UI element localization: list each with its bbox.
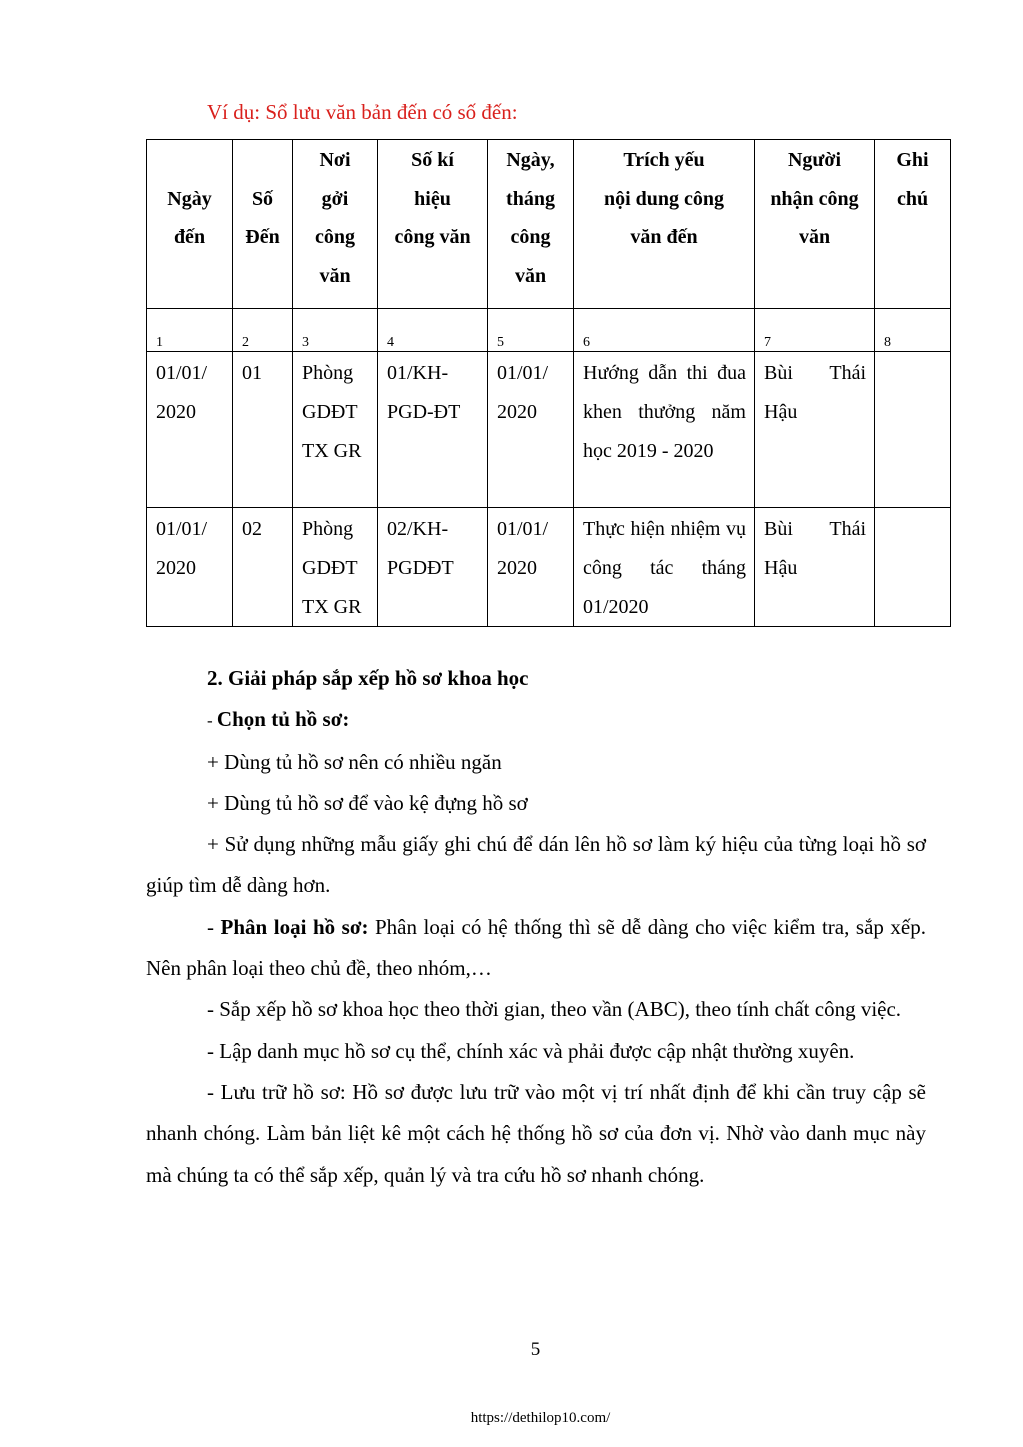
table-cell: Thực hiện nhiệm vụ công tác tháng 01/2020: [574, 508, 755, 627]
table-row: [147, 352, 951, 508]
section-heading: 2. Giải pháp sắp xếp hồ sơ khoa học: [207, 666, 529, 690]
column-header-line: [147, 141, 232, 180]
column-number-row: [147, 309, 951, 352]
column-header-line: Trích yếu: [623, 149, 705, 171]
table-cell: Bùi Thái Hậu: [755, 352, 875, 508]
footer-url: https://dethilop10.com/: [470, 1410, 611, 1426]
table-row: [147, 508, 951, 627]
column-number: 6: [574, 309, 755, 352]
column-header-line: hiệu: [414, 187, 451, 210]
paragraph: - Lưu trữ hồ sơ: Hồ sơ được lưu trữ vào một vị trí nhất định để khi cần truy cập sẽ nhanh chóng. Làm bản liệt kê một cách hệ thống hồ sơ của đơn vị. Nhờ vào danh mục này mà chúng ta có thể sắp xếp, quản lý và tra cứu hồ sơ nhanh chóng.: [146, 1079, 926, 1187]
column-header-line: văn đến: [630, 226, 698, 248]
example-title: Ví dụ: Sổ lưu văn bản đến có số đến:: [207, 100, 518, 124]
table-cell: Hướng dẫn thi đua khen thưởng năm học 2019 - 2020: [574, 352, 755, 508]
table-cell: Bùi Thái Hậu: [755, 508, 875, 627]
table-cell: 01/01/ 2020: [147, 352, 233, 508]
column-header: [875, 140, 951, 309]
table-cell: 02/KH- PGDĐT: [378, 508, 488, 627]
column-number: 1: [147, 309, 233, 352]
classify-text: Phân loại có hệ thống thì sẽ dễ dàng cho việc kiểm tra, sắp xếp. Nên phân loại theo chủ đề, theo nhóm,…: [146, 914, 926, 981]
column-header-line: Ngày,: [506, 149, 555, 171]
column-header-line: Ngày: [167, 187, 212, 210]
column-header: [378, 140, 488, 309]
paragraph: - Sắp xếp hồ sơ khoa học theo thời gian, theo vần (ABC), theo tính chất công việc.: [207, 997, 902, 1022]
column-header-line: Nơi: [319, 149, 351, 171]
column-number: 4: [378, 309, 488, 352]
column-header-line: công: [510, 226, 551, 248]
list-item: + Sử dụng những mẫu giấy ghi chú để dán lên hồ sơ làm ký hiệu của từng loại hồ sơ giúp tìm dễ dàng hơn.: [146, 832, 926, 898]
column-header-line: Ghi: [896, 149, 929, 171]
table-cell: 01/01/ 2020: [147, 508, 233, 627]
column-header-line: đến: [173, 226, 206, 248]
choose-label: Chọn tủ hồ sơ:: [216, 707, 350, 732]
classify-prefix: -: [207, 914, 221, 939]
column-number: 2: [233, 309, 293, 352]
classify-paragraph: [146, 907, 926, 990]
column-header-line: nội dung công: [603, 187, 725, 210]
column-header-line: văn: [798, 226, 831, 248]
column-number: 8: [875, 309, 951, 352]
column-header: [147, 140, 233, 309]
section-content: [146, 658, 926, 1196]
table-cell: 01/KH- PGD-ĐT: [378, 352, 488, 508]
table-cell: 01/01/ 2020: [488, 508, 574, 627]
column-header-line: Số kí: [411, 149, 454, 171]
table-cell: [875, 352, 951, 508]
column-header-line: chú: [896, 187, 929, 210]
column-header-line: công: [315, 226, 355, 248]
table-cell: 01: [233, 352, 293, 508]
column-header-line: Số: [251, 187, 274, 210]
column-header-line: nhận công: [770, 187, 859, 210]
column-header-line: Đến: [245, 226, 280, 248]
list-item: + Dùng tủ hồ sơ để vào kệ đựng hồ sơ: [207, 790, 528, 815]
column-header-line: tháng: [506, 187, 555, 210]
table-cell: 01/01/ 2020: [488, 352, 574, 508]
column-header: [755, 140, 875, 309]
column-header: [233, 140, 293, 309]
choose-cabinet-line: [146, 699, 926, 741]
table-cell: 02: [233, 508, 293, 627]
column-header-line: văn: [514, 264, 547, 287]
column-number: 7: [755, 309, 875, 352]
classify-label: Phân loại hồ sơ:: [220, 914, 369, 939]
column-header: [293, 140, 378, 309]
column-number: 3: [293, 309, 378, 352]
page-number: 5: [530, 1339, 541, 1360]
choose-prefix: -: [207, 711, 217, 731]
table-cell: Phòng GDĐT TX GR: [293, 352, 378, 508]
column-header-line: gởi: [321, 187, 349, 210]
column-header-line: [233, 141, 292, 180]
column-header-line: văn: [319, 264, 351, 287]
column-number: 5: [488, 309, 574, 352]
column-header: [488, 140, 574, 309]
incoming-documents-table: [146, 139, 951, 627]
column-header-line: công văn: [394, 226, 471, 248]
paragraph: - Lập danh mục hồ sơ cụ thể, chính xác và phải được cập nhật thường xuyên.: [207, 1038, 855, 1063]
column-header-line: Người: [787, 149, 842, 171]
column-header: [574, 140, 755, 309]
header-row: [147, 140, 951, 309]
table-cell: [875, 508, 951, 627]
list-item: + Dùng tủ hồ sơ nên có nhiều ngăn: [207, 749, 502, 774]
table-cell: Phòng GDĐT TX GR: [293, 508, 378, 627]
